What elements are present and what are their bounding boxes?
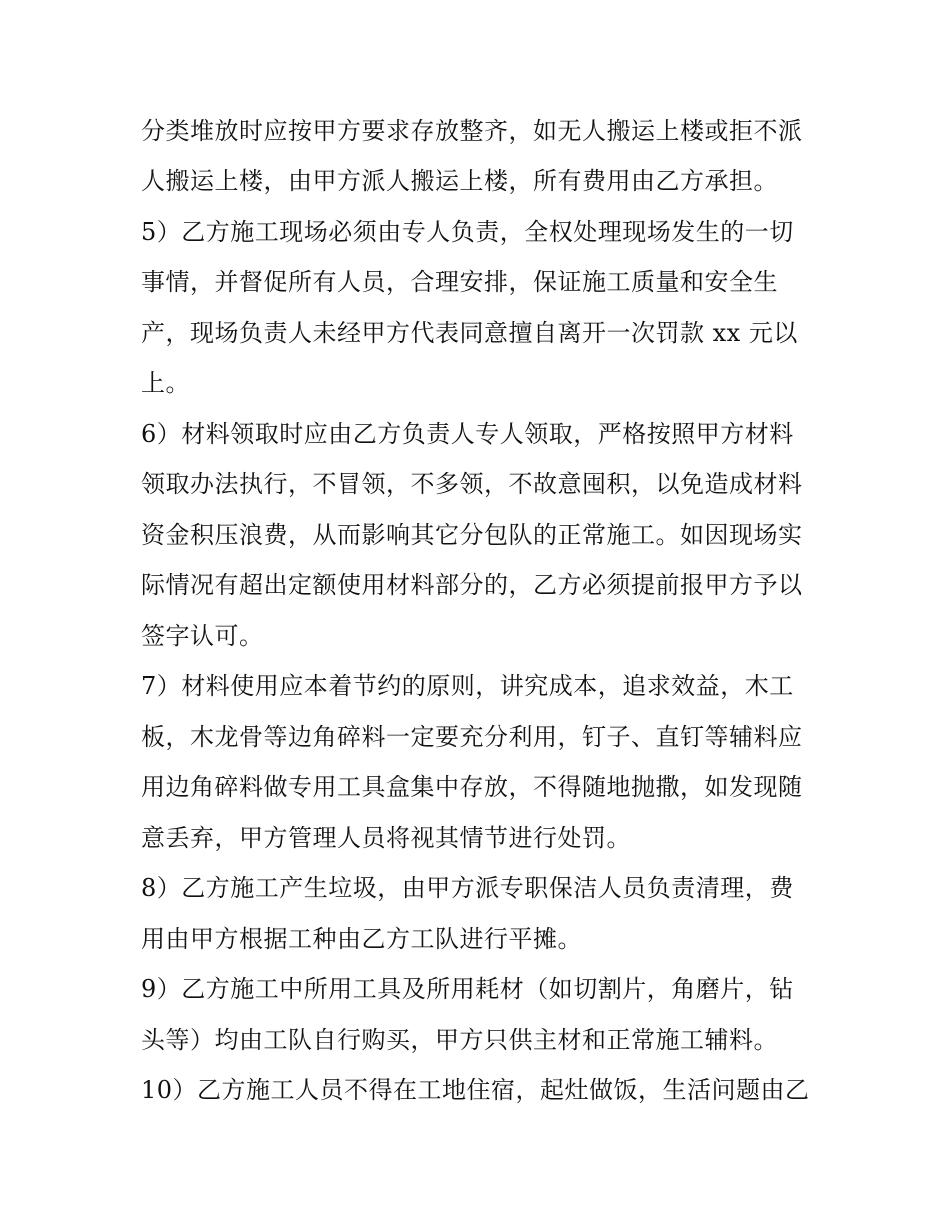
text-line: 8）乙方施工产生垃圾，由甲方派专职保洁人员负责清理，费 <box>141 874 794 902</box>
text-line: 9）乙方施工中所用工具及所用耗材（如切割片，角磨片，钻 <box>141 975 794 1003</box>
text-line: 人搬运上楼，由甲方派人搬运上楼，所有费用由乙方承担。 <box>141 167 778 195</box>
text-line: 10）乙方施工人员不得在工地住宿，起灶做饭，生活问题由乙 <box>141 1076 810 1104</box>
text-line: 事情，并督促所有人员，合理安排，保证施工质量和安全生 <box>141 268 778 296</box>
text-line: 上。 <box>141 369 190 397</box>
text-line: 资金积压浪费，从而影响其它分包队的正常施工。如因现场实 <box>141 521 803 549</box>
text-line: 产，现场负责人未经甲方代表同意擅自离开一次罚款 xx 元以 <box>141 319 798 347</box>
text-line: 头等）均由工队自行购买，甲方只供主材和正常施工辅料。 <box>141 1026 778 1054</box>
text-line: 签字认可。 <box>141 622 264 650</box>
text-line: 用边角碎料做专用工具盒集中存放，不得随地抛撒，如发现随 <box>141 773 803 801</box>
text-line: 6）材料领取时应由乙方负责人专人领取，严格按照甲方材料 <box>141 420 794 448</box>
text-line: 领取办法执行，不冒领，不多领，不故意囤积，以免造成材料 <box>141 470 803 498</box>
text-line: 5）乙方施工现场必须由专人负责，全权处理现场发生的一切 <box>141 218 794 246</box>
text-line: 板，木龙骨等边角碎料一定要充分利用，钉子、直钉等辅料应 <box>141 723 803 751</box>
text-line: 用由甲方根据工种由乙方工队进行平摊。 <box>141 925 582 953</box>
text-line: 意丢弃，甲方管理人员将视其情节进行处罚。 <box>141 824 631 852</box>
text-line: 7）材料使用应本着节约的原则，讲究成本，追求效益，木工 <box>141 672 794 700</box>
text-line: 际情况有超出定额使用材料部分的，乙方必须提前报甲方予以 <box>141 571 803 599</box>
text-line: 分类堆放时应按甲方要求存放整齐，如无人搬运上楼或拒不派 <box>141 117 803 145</box>
